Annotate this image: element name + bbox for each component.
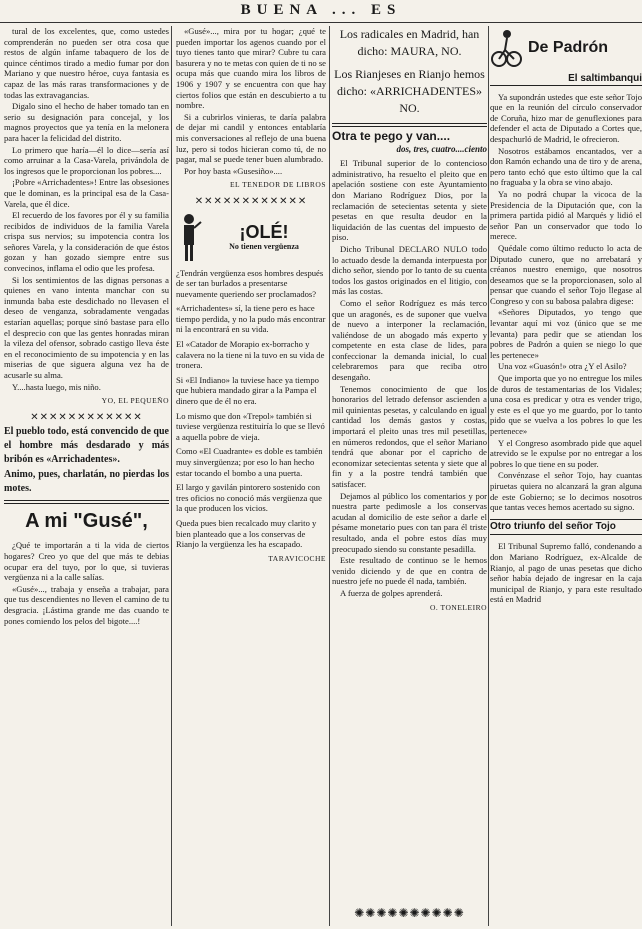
paragraph: Tenemos conocimiento de que los honorarios del letrado defensor ascienden a mil quinientas pesetas, y calculando en igual cantidad los demás gastos y costas, importará el pleito unas tres mil pesetillas, en números redondos, que el señor Mariano tendrá que abonar por el capricho de economizar setecientas setenta y siete que al fin y a la postre tendrá también que satisfacer. [332,383,487,489]
article-title: A mi "Gusé", [25,510,148,533]
article-title: Otro triunfo del señor Tojo [490,519,642,536]
paragraph: Quédale como último reducto lo acta de Diputado cunero, que no arrebatará y créanos nuestro enemigo, que nosotros deseamos que se la proporcionasen, solo al pensar que cuando el señor Tojo llegase al Congreso y con su babosa palabra digese: [490,242,642,306]
paragraph: Dejamos al público los comentarios y por nuestra parte pedimosle a los conservas acudan al domicilio de este señor a darle el pésame monetario pues con tan para él triste resultado, anda el pobre estos días muy preocupado siendo su constante pesadilla. [332,490,487,554]
signature: TARAVICOCHE [268,553,326,563]
ornament-divider: ✕✕✕✕✕✕✕✕✕✕✕✕ [30,412,143,423]
footer-ornament: ✺✺✺✺✺✺✺✺✺✺ [354,906,465,920]
paragraph: Y....hasta luego, mis niño. [12,381,101,392]
column-1 [4,26,169,926]
paragraph: «Gusé»..., mira por tu hogar; ¿qué te pueden importar los agenos cuando por el tuyo tienes tanto que mirar? Cubre tu cara basurera y no te metas con quien de ti no se ocupa más que cuando mira los libros de 1906 y 1907 y se encuentra con que hay ciertos folios que están en descubierto a tu nombre. [176,26,326,111]
paragraph: A fuerza de golpes aprenderá. [340,587,443,598]
paragraph: Animo, pues, charlatán, no pierdas los motes. [4,469,169,495]
stanza: Como «El Cuadrante» es doble es también muy sinvergüenza; por eso lo han hecho estar tocando el bombo a una puerta. [176,446,323,478]
paragraph: ¿Qué te importarán a ti la vida de ciertos hogares? Creo yo que del que más te debias ocupar era del tuyo, por lo que, si tuvieras vergüenza ni a la calle salías. [4,540,169,583]
stanza: Lo mismo que don «Trepol» también si tuviese vergüenza restituiría lo que se llevó a aquella pobre de vieja. [176,410,325,442]
paragraph: Nosotros estábamos encantados, ver a don Ramón echando una de tiro y de arena, pero tanto echó que esto último que la cal no fraguaba y la obra se vino abajo. [490,145,642,188]
paragraph: Que importa que yo no entregue los miles de duros de testamentarias de los Vidales; una cosa es predicar y otra es vender trigo, y este es el que yo me guardo, por lo tanto pido que se vuelva a los pobres lo que les pertenece» [490,373,642,436]
paragraph: Si a cubrirlos vinieras, te daría palabra de dejar mi candil y entonces entablaría mis conversaciones al reflejo de una buena luz, pero si todos hicieran como tú, de no pagar, mal se puede tener buen alumbrado. [176,111,326,165]
article-subtitle: dos, tres, cuatro....ciento [396,143,487,154]
paragraph: El Tribunal superior de lo contencioso administrativo, ha resuelto el pleito que en apelación sostiene con este Ayuntamiento don Mariano Rodríguez Dios, por la reclamación de setecientas setenta y siete pesetas en que resulta deudor en la liquidación de las cuentas del impuesto de piso. [332,158,487,243]
paragraph: Lo primero que haría—él lo dice—sería así como arruinar a la Casa-Varela, privándola de los ingresos que le proporcionan los pobres.... [4,144,169,176]
column-2 [176,26,326,926]
paragraph: «Señores Diputados, yo tengo que levantar aquí mi voz (único que se me levanta) para pedir que se atiendan los pobres de Padrón a quien se niego lo que les pertenece» [490,307,642,360]
paragraph: Ya supondrán ustedes que este señor Tojo que en la reunión del círculo conservador de Coruña, hizo mar de genuflexiones para defender el acta de Diputado a Cortes que, despachurló de Madrid, le ofrecieron. [490,91,642,144]
paragraph: ¡Pobre «Arrichadentes»! Entre las obsesiones que le dominan, es la principal esa de la Casa-Varela, que él dice. [4,177,169,209]
masthead: BUENA ... ES [0,0,642,23]
signature: YO, EL PEQUEÑO [101,396,169,406]
pueblo-notice [4,425,169,496]
slogan-box [332,26,487,117]
ole-header [176,212,326,264]
stanza: Queda pues bien recalcado muy clarito y bien planteado que a los conservas de Rianjo la vergüenza les ha escapado. [176,517,317,550]
column-divider [329,26,330,926]
paragraph: «Gusé»..., trabaja y enseña a trabajar, para que tus descendientes no lleven el camino de tu desgracia. ¡Lástima grande me das cuando te pones comiendo los pelos del bigote....! [4,583,169,626]
stanza: Si «El Indiano» la tuviese hace ya tiempo que hubiera mandado girar a la Pampa el dinero que de él no era. [176,374,319,407]
paragraph: Por hoy basta «Gusesiño».... [184,165,283,176]
divider [4,500,169,504]
column-divider [171,26,172,926]
column-3 [332,26,487,926]
stanza: El «Catador de Morapio ex-borracho y calavera no la tiene ni la tuvo en su vida de tronera. [176,339,325,371]
signature: EL TENEDOR DE LIBROS [229,180,326,190]
paragraph: El Tribunal Supremo falló, condenando a don Mariano Rodríguez, ex-Alcalde de Rianjo, al pago de unas pesetas que dicho señor había dejado de ingresar en la caja municipal de Rianjo, y para este resultado está en Madrid [490,541,642,605]
paragraph: Si los sentimientos de las dignas personas a quienes en vano intenta manchar con su inmunda baba este desdichado no llevasen el deseo de venganza, sobradamente vengadas estarían aquellas; porque sinó bastase para ello el desprecio con que las gentes honradas miran la vileza del ofensor, sobrado castigo lleva éste en el reconocimiento de su impotencia y en las miserias de que siguera alguna vez ha de acusarle su alma. [4,274,169,380]
paragraph: El recuerdo de los favores por él y su familia recibidos de individuos de la familia Varela crispa sus nervios; su impotencia contra los señores Varela, y la consideración de que éstos gozan y han gozado siempre entre sus convecinos, inflama el odio que les profesa. [4,210,169,274]
paragraph: Convénzase el señor Tojo, hay cuantas piruetas quiera no alcanzará la gran alguna de este Gobierno; se lo decimos nosotros que tantas veces hemos acertado su signo. [490,470,642,513]
poem [176,268,326,550]
paragraph: Una voz «Guasón!» otra ¿Y el Asilo? [498,361,627,372]
stanza: El largo y gavilán pintorero sostenido con tres oficios no conoció más vergüenza que la que producen los vicios. [176,482,322,514]
divider [332,123,487,127]
stanza: «Arrichadentes» sí, la tiene pero es hace tiempo perdida, y no la pudo más encontrar ni la encontrará en su vida. [176,303,326,335]
article-title: El saltimbanqui [490,74,642,86]
ornament-divider: ✕✕✕✕✕✕✕✕✕✕✕✕ [194,196,308,207]
paragraph: Como el señor Rodríguez es más terco que un aragonés, es de suponer que vuelva de nuevo a interponer la reclamación, valiéndose de un abogado más experto y competente en esta clase de lides, para confeccionar la demanda inicial, lo cual celebraremos para que reciba otro desengaño. [332,297,487,383]
paragraph: Este resultado de continuo se le hemos venido diciendo y de que en contra de nuestro jefe no puede él nada, también. [332,555,487,587]
column-divider [488,26,489,926]
signature: O. TONELEIRO [430,602,487,612]
padron-header [490,28,642,68]
slogan: Los radicales en Madrid, han dicho: MAURA, NO. [339,27,480,58]
paragraph: Dicho Tribunal DECLARO NULO todo lo actuado desde la demanda interpuesta por dicho señor, siendo por lo tanto de su cuenta todos los gastos originados en el litigio, con más las costas. [332,243,487,297]
cyclist-icon [490,28,522,68]
slogan: Los Rianjeses en Rianjo hemos dicho: «ARRICHADENTES» NO. [334,67,485,115]
paragraph: Ya no podrá chupar la vicoca de la Presidencia de la Diputación que, con la primera partida pidió al Marqués y lidió el señor Pan un conservador que todo lo merece. [490,188,642,242]
paragraph: Y el Congreso asombrado pide que aquel atrevido se le expulse por no entregar a los pobres lo que tiene en su poder. [490,437,642,469]
stanza: ¿Tendrán vergüenza esos hombres después de ser tan burlados a presentarse nuevamente queriendo ser proclamados? [176,267,324,299]
paragraph: Digalo sino el hecho de haber tomado tan en serio su designación para concejal, y los magnos proyectos que ya tenía en la melonera para hacer la felicidad del distrito. [4,101,169,143]
paragraph: tural de los excelentes, que, como ustedes comprenderán no pueden ser otra cosa que restos de algún infame tabaquero de los de quince céntimos tirado a medio fumar por don Mariano y que nuestro héroe, cuya fantasia es capaz de las más raras transformaciones y de todas las extravagancias. [4,26,169,100]
figure-icon [176,212,202,264]
ole-title: ¡OLÉ! [239,222,289,243]
section-title: De Padrón [528,38,609,56]
ole-subtitle: No tienen vergüenza [229,242,299,252]
article-title: Otra te pego y van.... [332,129,451,143]
column-4 [490,26,642,926]
paragraph: El pueblo todo, está convencido de que el hombre más desdarado y más bribón es «Arrichadentes». [4,426,169,466]
